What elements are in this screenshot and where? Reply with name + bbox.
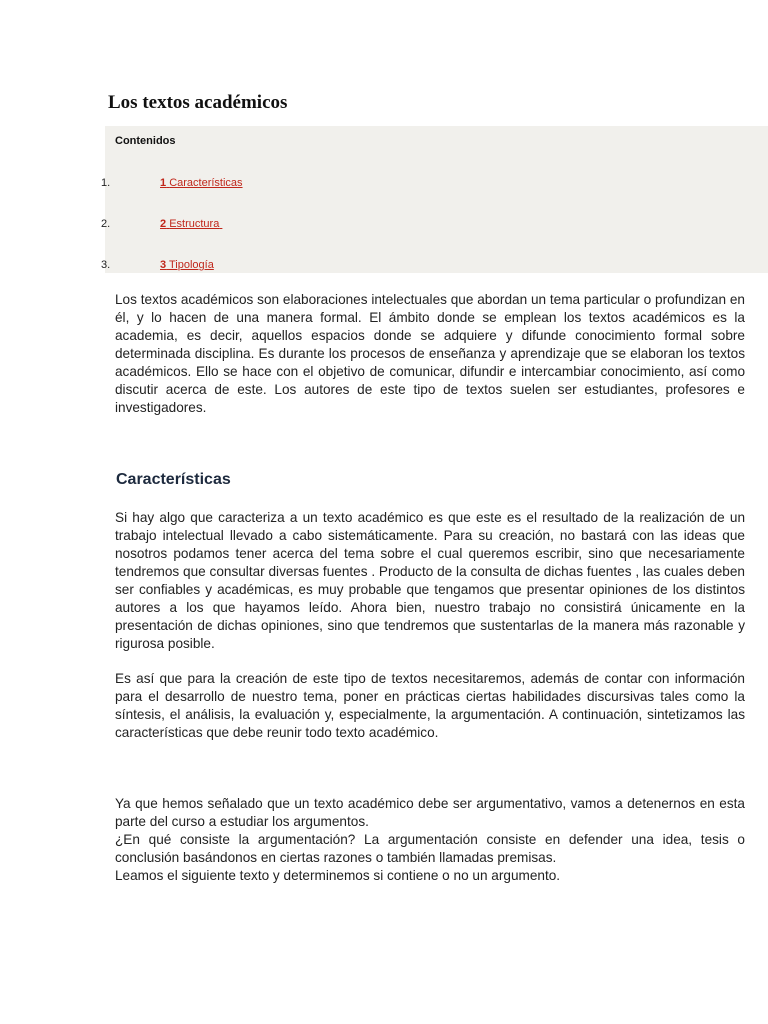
toc-link-number: 2 xyxy=(160,218,167,230)
toc-link-caracteristicas[interactable] xyxy=(160,177,243,190)
argument-instruction-line: Leamos el siguiente texto y determinemos si contiene o no un argumento. xyxy=(115,868,561,883)
toc-link-label: Tipología xyxy=(168,259,214,271)
toc-link-label: Estructura xyxy=(169,218,220,230)
section-heading-caracteristicas: Características xyxy=(116,471,231,488)
argument-intro-line: Ya que hemos señalado que un texto académico debe ser argumentativo, vamos a detenernos en esta parte del curso a estudiar los argumentos. xyxy=(115,796,745,829)
argument-question-line: ¿En qué consiste la argumentación? La argumentación consiste en defender una idea, tesis o conclusión basándonos en ciertas razones o también llamadas premisas. xyxy=(115,832,745,865)
toc-link-number: 3 xyxy=(160,259,167,271)
table-of-contents xyxy=(101,126,768,273)
intro-paragraph: Los textos académicos son elaboraciones intelectuales que abordan un tema particular o profundizan en él, y lo hacen de una manera formal. El ámbito donde se emplean los textos académicos es la academia, es decir, aquellos espacios donde se adquiere y difunde conocimiento formal sobre determinada disciplina. Es durante los procesos de enseñanza y aprendizaje que se elaboran los textos académicos. Ello se hace con el objetivo de comunicar, difundir e intercambiar conocimiento, así como discutir acerca de este. Los autores de este tipo de textos suelen ser estudiantes, profesores e investigadores. xyxy=(115,292,745,415)
toc-link-estructura[interactable] xyxy=(160,218,222,231)
page-title: Los textos académicos xyxy=(108,92,288,113)
toc-item-index: 3. xyxy=(101,259,111,271)
toc-item-index: 2. xyxy=(101,218,111,230)
toc-link-number: 1 xyxy=(160,177,167,189)
characteristics-paragraph-2: Es así que para la creación de este tipo de textos necesitaremos, además de contar con información para el desarrollo de nuestro tema, poner en prácticas ciertas habilidades discursivas tales como la síntesis, el análisis, la evaluación y, especialmente, la argumentación. A continuación, sintetizamos las características que debe reunir todo texto académico. xyxy=(115,671,745,740)
toc-item-index: 1. xyxy=(101,177,111,189)
characteristics-paragraph-1: Si hay algo que caracteriza a un texto académico es que este es el resultado de la realización de un trabajo intelectual llevado a cabo sistemáticamente. Para su creación, no bastará con las ideas que nosotros podamos tener acerca del tema sobre el cual queremos escribir, sino que necesariamente tendremos que consultar diversas fuentes . Producto de la consulta de dichas fuentes , las cuales deben ser confiables y académicas, es muy probable que tengamos que presentar opiniones de los distintos autores a los que hayamos leído. Ahora bien, nuestro trabajo no consistirá únicamente en la presentación de dichas opiniones, sino que tendremos que sustentarlas de la manera más razonable y rigurosa posible. xyxy=(115,510,745,651)
toc-link-tipologia[interactable] xyxy=(160,259,214,272)
argument-paragraph xyxy=(115,795,745,885)
toc-heading: Contenidos xyxy=(115,135,176,147)
toc-link-label: Características xyxy=(169,177,243,189)
